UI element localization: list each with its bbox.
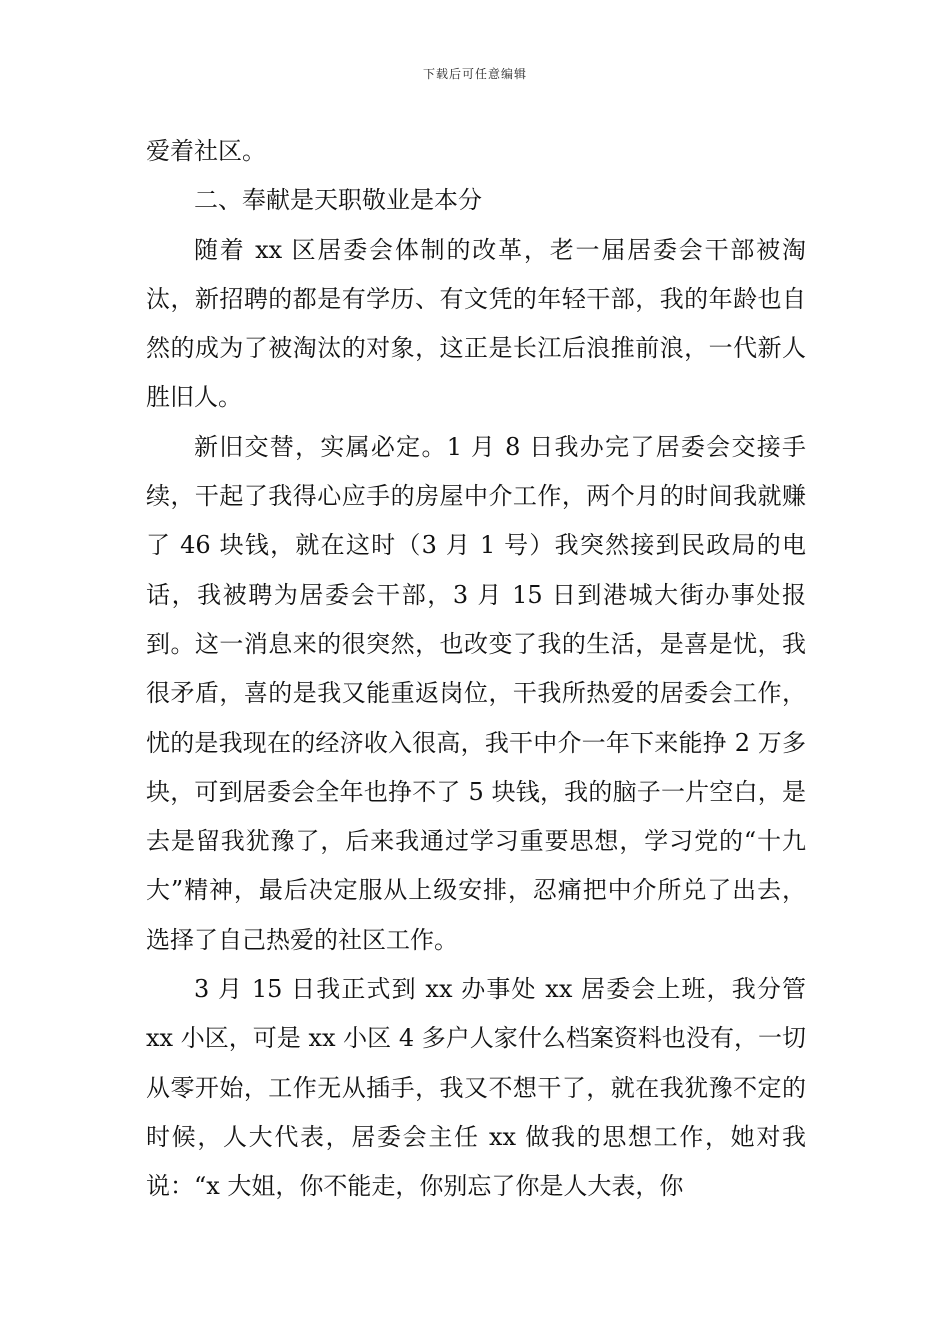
paragraph: 随着 xx 区居委会体制的改革，老一届居委会干部被淘汰，新招聘的都是有学历、有文凭的年轻干部，我的年龄也自然的成为了被淘汰的对象，这正是长江后浪推前浪，一代新人胜旧人。 [146, 235, 806, 412]
document-body [146, 127, 806, 1212]
page-header: 下载后可任意编辑 [422, 67, 527, 81]
paragraph-continuation: 爱着社区。 [146, 137, 266, 165]
paragraph: 新旧交替，实属必定。1 月 8 日我办完了居委会交接手续，干起了我得心应手的房屋中介工作，两个月的时间我就赚了 46 块钱，就在这时（3 月 1 号）我突然接到民政局的电话，我被聘为居委会干部，3 月 15 日到港城大街办事处报到。这一消息来的很突然，也改变了我的生活，是喜是忧，我很矛盾，喜的是我又能重返岗位，干我所热爱的居委会工作，忧的是我现在的经济收入很高，我干中介一年下来能挣 2 万多块，可到居委会全年也挣不了 5 块钱，我的脑子一片空白，是去是留我犹豫了，后来我通过学习重要思想，学习党的“十九大”精神，最后决定服从上级安排，忍痛把中介所兑了出去，选择了自己热爱的社区工作。 [146, 432, 806, 954]
paragraph: 3 月 15 日我正式到 xx 办事处 xx 居委会上班，我分管 xx 小区，可是 xx 小区 4 多户人家什么档案资料也没有，一切从零开始，工作无从插手，我又不想干了，就在我犹豫不定的时候，人大代表，居委会主任 xx 做我的思想工作，她对我说：“x 大姐，你不能走，你别忘了你是人大表，你 [146, 975, 806, 1201]
section-heading: 二、奉献是天职敬业是本分 [194, 186, 482, 215]
